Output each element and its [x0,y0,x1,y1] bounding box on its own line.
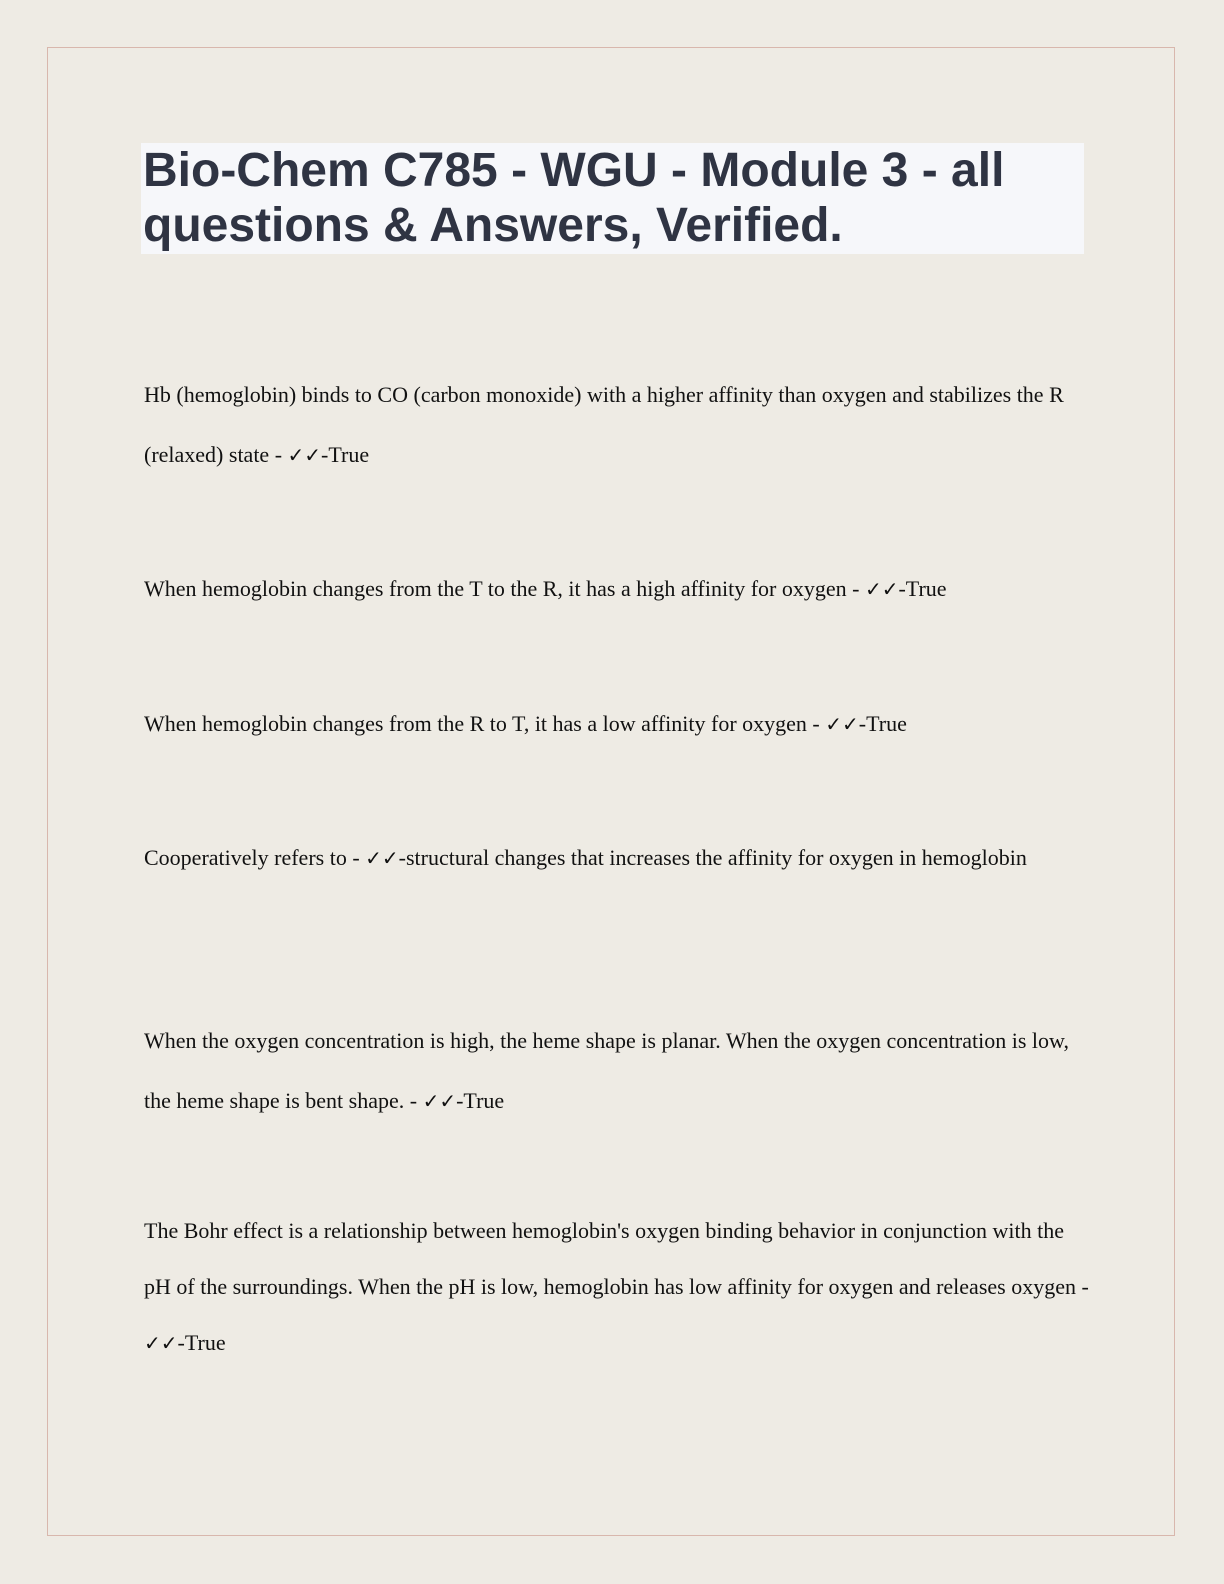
double-check-icon: ✓✓ [422,1089,457,1113]
answer-text: -True [177,1330,226,1355]
question-text: Hb (hemoglobin) binds to CO (carbon monoxide) with a higher affinity than oxygen and stabilizes the R (relaxed) state - [144,382,1064,467]
double-check-icon: ✓✓ [365,846,399,870]
double-check-icon: ✓✓ [864,577,899,601]
document-title: Bio-Chem C785 - WGU - Module 3 - all questions & Answers, Verified. [143,144,1005,252]
answer-text: -True [858,711,907,736]
question-text: The Bohr effect is a relationship between hemoglobin's oxygen binding behavior in conjunction with the pH of the surroundings. When the pH is low, hemoglobin has low affinity for oxygen and releases oxygen - [144,1218,1089,1299]
qa-item [144,694,1079,754]
qa-item [144,828,1079,888]
qa-item [144,559,1079,619]
question-text: When hemoglobin changes from the R to T, it has a low affinity for oxygen - [144,711,826,736]
qa-item [144,1203,1094,1371]
answer-text: -True [456,1088,505,1113]
answer-text: -True [321,442,370,467]
qa-item [144,1011,1079,1131]
qa-item [144,365,1079,485]
double-check-icon: ✓✓ [825,712,859,736]
answer-text: -True [898,576,947,601]
double-check-icon: ✓✓ [144,1331,178,1355]
question-text: When hemoglobin changes from the T to the R, it has a high affinity for oxygen - [144,576,865,601]
answer-text: -structural changes that increases the affinity for oxygen in hemoglobin [398,845,1027,870]
double-check-icon: ✓✓ [287,443,322,467]
question-text: When the oxygen concentration is high, the heme shape is planar. When the oxygen concentration is low, the heme shape is bent shape. - [144,1028,1069,1113]
question-text: Cooperatively refers to - [144,845,366,870]
